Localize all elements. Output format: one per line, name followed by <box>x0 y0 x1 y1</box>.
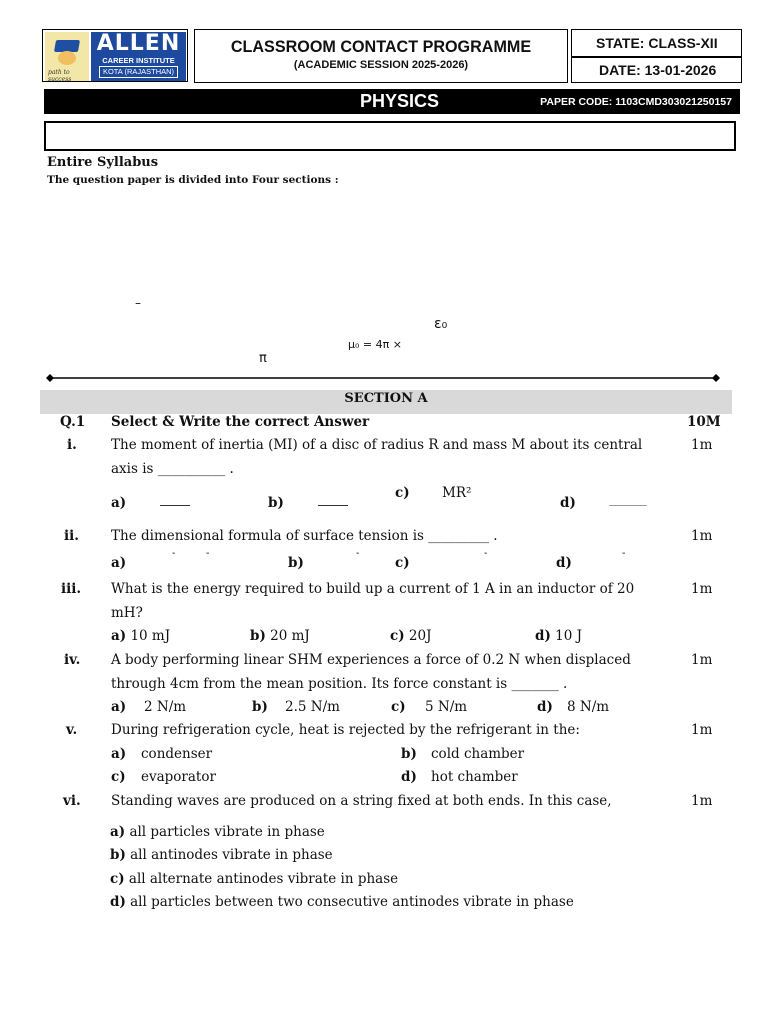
logo-line1: CAREER INSTITUTE <box>102 56 175 65</box>
allen-logo <box>42 29 188 82</box>
option-a: a) <box>111 555 127 571</box>
mu-constant: μ₀ = 4π × <box>348 338 402 351</box>
question-text-cont: axis is __________ . <box>111 461 234 477</box>
logo-mascot <box>45 32 89 81</box>
programme-box <box>194 29 568 83</box>
option-a-text: condenser <box>141 746 213 762</box>
question-marks: 1m <box>691 722 713 738</box>
option-b: b) <box>401 746 417 762</box>
option-c-text: MR² <box>442 485 472 501</box>
option-a: a) <box>111 699 127 715</box>
option-c: c) <box>395 485 410 501</box>
option-c: c) <box>111 769 126 785</box>
option-d: d) <box>556 555 572 571</box>
subject-bar <box>44 89 740 114</box>
option-c: c) <box>391 699 406 715</box>
logo-line2: KOTA (RAJASTHAN) <box>99 66 178 78</box>
option-c: c) 20J <box>390 628 432 644</box>
option-b: b) all antinodes vibrate in phase <box>110 847 333 863</box>
question-number: i. <box>67 437 77 453</box>
programme-title: CLASSROOM CONTACT PROGRAMME <box>230 37 532 56</box>
question-text: Standing waves are produced on a string fixed at both ends. In this case, <box>111 793 612 809</box>
epsilon-symbol: ε₀ <box>434 316 448 332</box>
option-b: b) <box>268 495 284 511</box>
question-marks: 1m <box>691 652 713 668</box>
option-d: d) <box>560 495 576 511</box>
blank-name-box <box>44 121 736 151</box>
stray-dash: – <box>135 296 141 310</box>
option-b-text: 2.5 N/m <box>285 699 340 715</box>
syllabus-heading: Entire Syllabus <box>47 155 159 170</box>
question-text: The dimensional formula of surface tension is _________ . <box>111 528 498 544</box>
option-c: c) all alternate antinodes vibrate in phase <box>110 871 399 887</box>
option-a: a) <box>111 746 127 762</box>
question-number: ii. <box>64 528 79 544</box>
question-text-cont: through 4cm from the mean position. Its force constant is _______ . <box>111 676 568 692</box>
state-class: STATE: CLASS-XII <box>571 29 742 57</box>
section-a-header: SECTION A <box>40 390 732 414</box>
sections-note: The question paper is divided into Four sections : <box>47 174 339 186</box>
question-text: The moment of inertia (MI) of a disc of radius R and mass M about its central <box>111 437 643 453</box>
question-marks: 1m <box>691 437 713 453</box>
paper-code: PAPER CODE: 1103CMD303021250157 <box>540 96 732 108</box>
question-text-cont: mH? <box>111 605 143 621</box>
option-b: b) <box>288 555 304 571</box>
option-d-text: 8 N/m <box>567 699 610 715</box>
question-number: iv. <box>64 652 81 668</box>
divider-line <box>46 374 720 382</box>
superscript-mark: - <box>206 548 210 559</box>
question-text: What is the energy required to build up a current of 1 A in an inductor of 20 <box>111 581 635 597</box>
question-text: During refrigeration cycle, heat is rejected by the refrigerant in the: <box>111 722 580 738</box>
option-d: d) <box>401 769 417 785</box>
option-c-text: evaporator <box>141 769 216 785</box>
option-d-text: hot chamber <box>431 769 518 785</box>
option-a: a) <box>111 495 127 511</box>
option-b: b) <box>252 699 268 715</box>
superscript-mark: - <box>356 548 360 559</box>
question-text: A body performing linear SHM experiences a force of 0.2 N when displaced <box>111 652 631 668</box>
superscript-mark: - <box>484 548 488 559</box>
option-d: d) all particles between two consecutive antinodes vibrate in phase <box>110 894 574 910</box>
superscript-mark: - <box>172 548 176 559</box>
option-d: d) 10 J <box>535 628 583 644</box>
subject-title: PHYSICS <box>360 91 440 111</box>
question-number: iii. <box>61 581 82 597</box>
pi-symbol: π <box>259 351 267 366</box>
superscript-mark: - <box>622 548 626 559</box>
option-a: a) all particles vibrate in phase <box>110 824 325 840</box>
exam-date: DATE: 13-01-2026 <box>571 57 742 83</box>
option-c: c) <box>395 555 410 571</box>
fraction-bar <box>160 505 190 506</box>
question-number: vi. <box>63 793 81 809</box>
fraction-bar <box>318 505 348 506</box>
option-a: a) 10 mJ <box>111 628 171 644</box>
fraction-bar <box>609 505 647 506</box>
option-c-text: 5 N/m <box>425 699 468 715</box>
logo-brand: ALLEN <box>96 31 181 56</box>
question-marks: 1m <box>691 581 713 597</box>
question-marks: 1m <box>691 793 713 809</box>
academic-session: (ACADEMIC SESSION 2025-2026) <box>293 59 469 71</box>
option-d: d) <box>537 699 553 715</box>
option-a-text: 2 N/m <box>144 699 187 715</box>
q-number: Q.1 <box>60 414 86 430</box>
option-b-text: cold chamber <box>431 746 525 762</box>
q-total-marks: 10M <box>687 414 721 430</box>
question-number: v. <box>66 722 78 738</box>
logo-tagline: path to success <box>48 69 72 83</box>
option-b: b) 20 mJ <box>250 628 310 644</box>
question-marks: 1m <box>691 528 713 544</box>
q-instruction: Select & Write the correct Answer <box>111 414 370 430</box>
